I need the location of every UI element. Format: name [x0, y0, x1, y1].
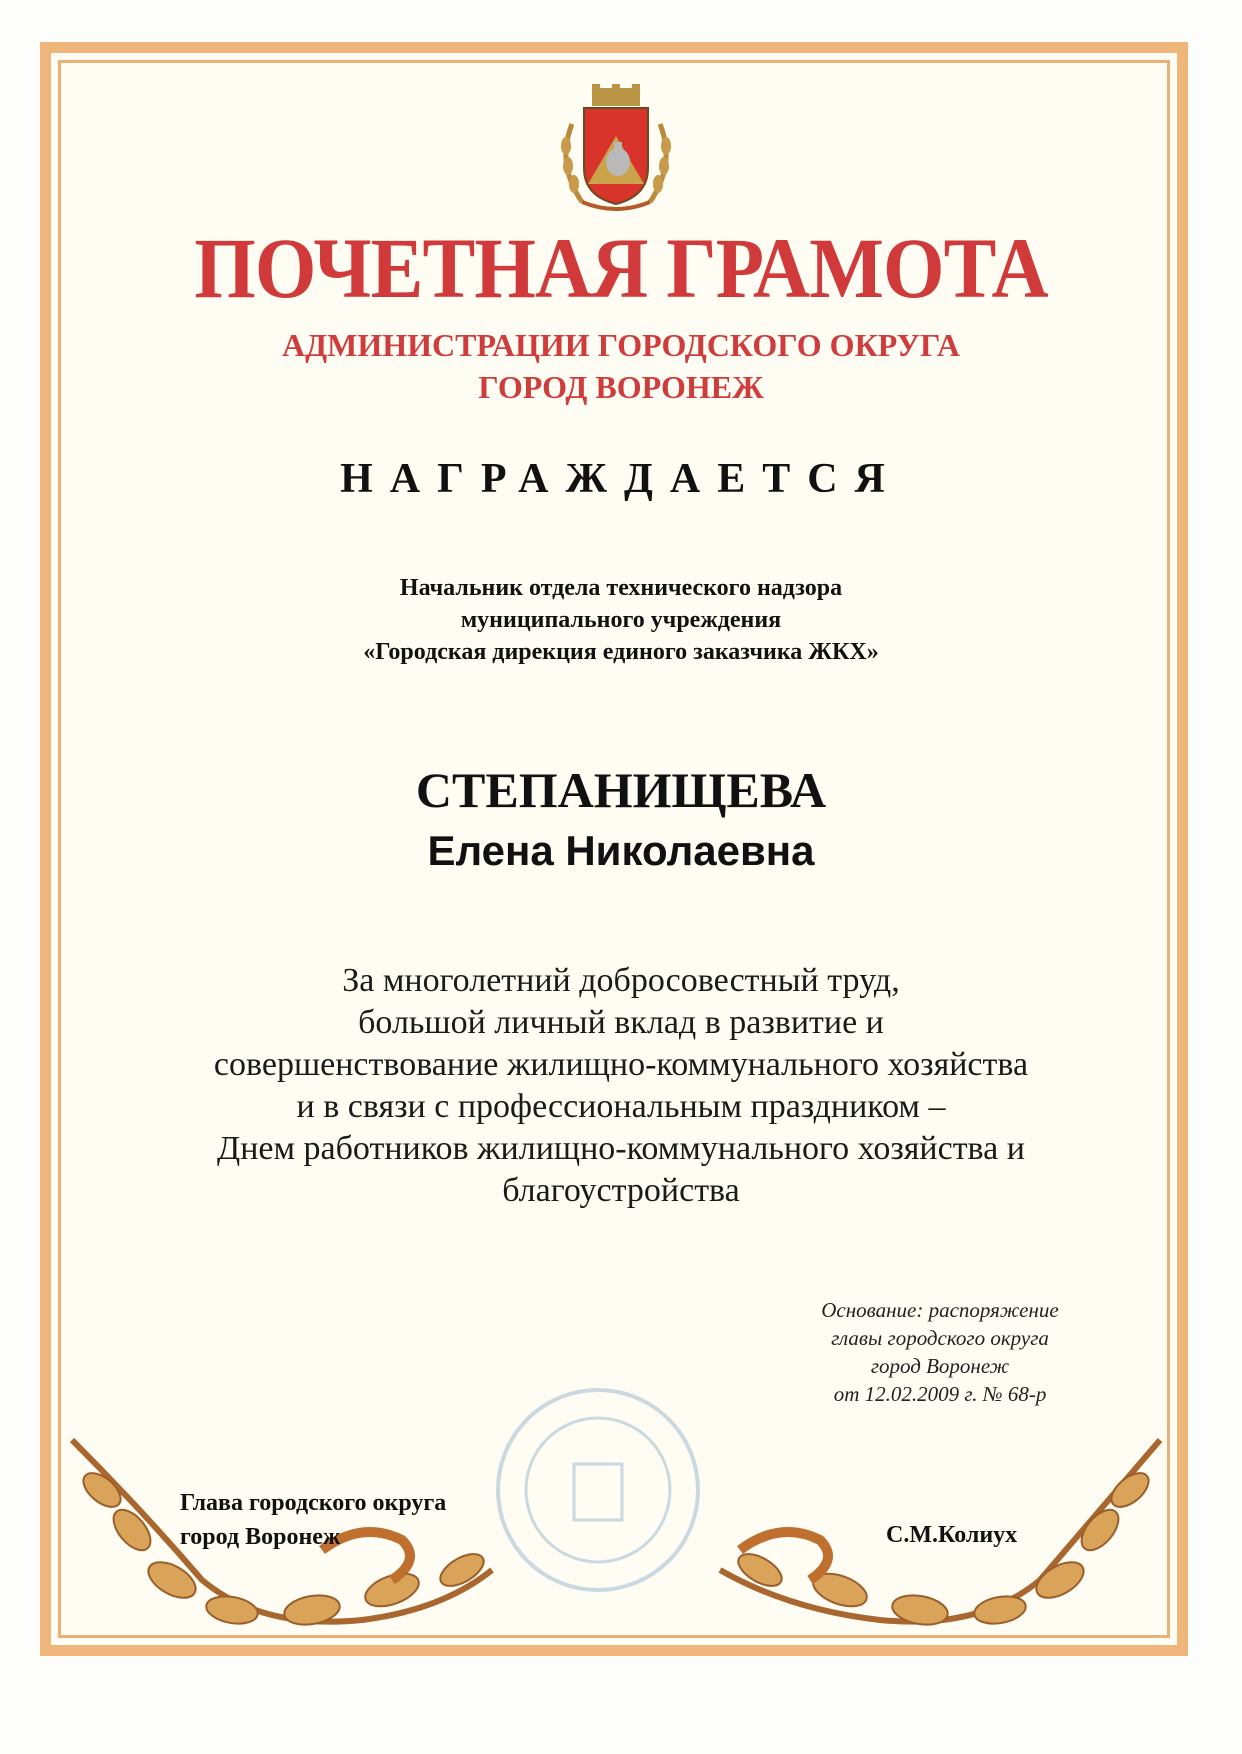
recipient-given-names: Елена Николаевна: [427, 827, 815, 874]
basis-line: Основание: распоряжение: [821, 1298, 1059, 1322]
issuer-line-1: АДМИНИСТРАЦИИ ГОРОДСКОГО ОКРУГА: [282, 327, 960, 363]
signer-name: С.М.Колиух: [886, 1522, 1018, 1548]
signer-title: [180, 1486, 446, 1554]
position-line: Начальник отдела технического надзора: [399, 575, 843, 601]
issuer-line-2: ГОРОД ВОРОНЕЖ: [478, 369, 764, 405]
award-reason: [0, 960, 1242, 1212]
coat-of-arms-icon: [552, 84, 680, 214]
reason-line: благоустройства: [502, 1172, 740, 1209]
position-line: «Городская дирекция единого заказчика ЖКХ»: [363, 639, 879, 665]
official-stamp-icon: [488, 1380, 708, 1600]
recipient-position: [0, 572, 1242, 668]
basis-line: город Воронеж: [870, 1354, 1010, 1378]
basis-line: от 12.02.2009 г. № 68-р: [833, 1382, 1047, 1406]
signer-title-line: Глава городского округа: [180, 1490, 447, 1516]
awarded-heading: НАГРАЖДАЕТСЯ: [340, 456, 902, 502]
signer-title-line: город Воронеж: [180, 1524, 341, 1550]
reason-line: За многолетний добросовестный труд,: [342, 962, 900, 999]
reason-line: и в связи с профессиональным праздником –: [296, 1088, 946, 1125]
reason-line: совершенствование жилищно-коммунального хозяйства: [213, 1046, 1029, 1083]
recipient-surname: СТЕПАНИЩЕВА: [415, 762, 827, 818]
position-line: муниципального учреждения: [460, 607, 782, 633]
award-basis: [780, 1296, 1100, 1408]
basis-line: главы городского округа: [831, 1326, 1049, 1350]
reason-line: большой личный вклад в развитие и: [358, 1004, 884, 1041]
certificate-title: ПОЧЕТНАЯ ГРАМОТА: [194, 220, 1048, 316]
reason-line: Днем работников жилищно-коммунального хозяйства и: [217, 1130, 1025, 1167]
